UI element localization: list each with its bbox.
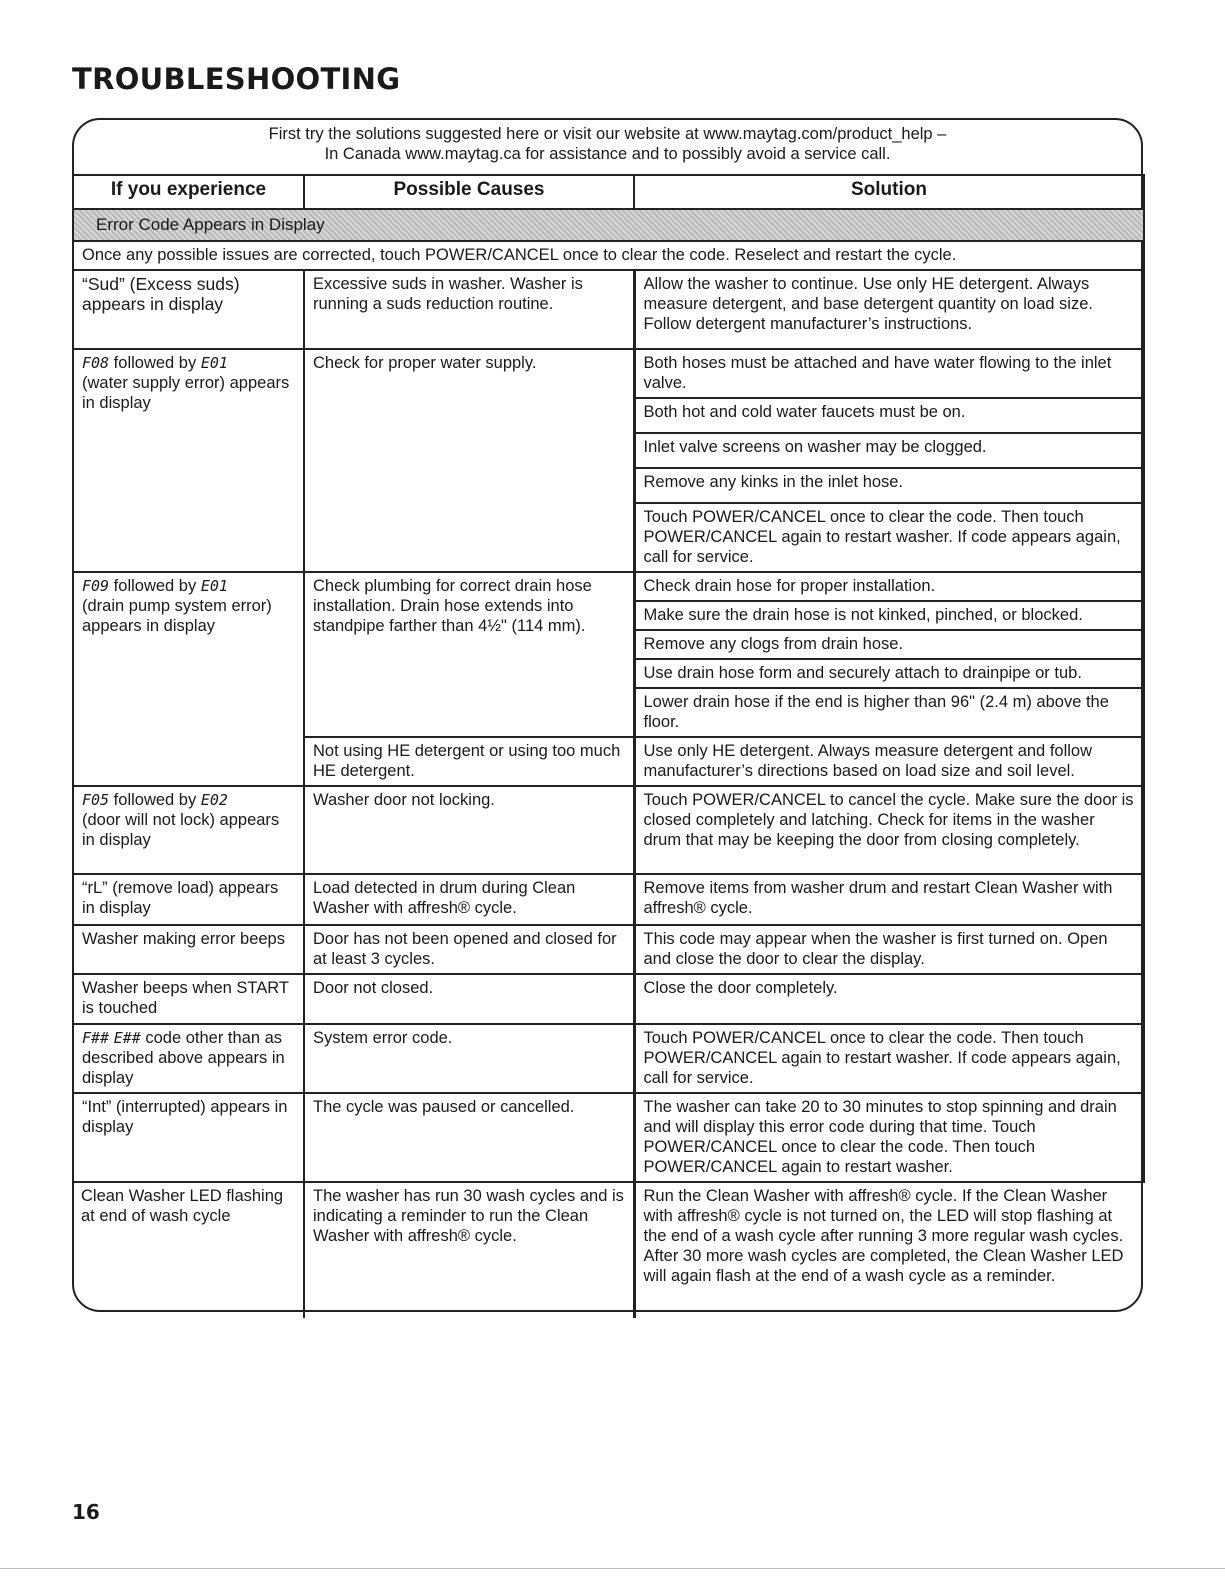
solution-cell: Remove any clogs from drain hose. <box>634 630 1144 659</box>
table-row <box>73 874 1144 925</box>
solution-cell: Both hoses must be attached and have water flowing to the inlet valve. <box>634 349 1144 398</box>
solution-cell: Remove any kinks in the inlet hose. <box>634 468 1144 503</box>
solution-cell: Lower drain hose if the end is higher than 96" (2.4 m) above the floor. <box>634 688 1144 737</box>
section-header-row <box>73 209 1144 241</box>
solution-cell: Run the Clean Washer with affresh® cycle. If the Clean Washer with affresh® cycle is not turned on, the LED will stop flashing at the end of a wash cycle after running 3 more regular wash cycles. After 30 more wash cycles are completed, the Clean Washer LED will again flash at the end of a wash cycle as a reminder. <box>634 1182 1144 1318</box>
solution-cell: Use drain hose form and securely attach to drainpipe or tub. <box>634 659 1144 688</box>
solution-cell: Touch POWER/CANCEL once to clear the code. Then touch POWER/CANCEL again to restart washer. If code appears again, call for service. <box>634 503 1144 572</box>
page-number: 16 <box>72 1500 100 1524</box>
cause-cell: Excessive suds in washer. Washer is running a suds reduction routine. <box>304 270 634 349</box>
cause-cell: The washer has run 30 wash cycles and is indicating a reminder to run the Clean Washer with affresh® cycle. <box>304 1182 634 1318</box>
table-header-row <box>73 175 1144 209</box>
cause-cell: Check for proper water supply. <box>304 349 634 572</box>
experience-cell <box>73 572 304 786</box>
error-code: F05 <box>82 791 110 809</box>
troubleshooting-table <box>72 174 1145 1318</box>
cause-cell: Washer door not locking. <box>304 786 634 874</box>
table-row <box>73 270 1144 349</box>
section-title: Error Code Appears in Display <box>73 209 1144 241</box>
solution-cell: Touch POWER/CANCEL once to clear the code. Then touch POWER/CANCEL again to restart washer. If code appears again, call for service. <box>634 1024 1144 1093</box>
error-code: E01 <box>200 354 228 372</box>
cause-cell: Door has not been opened and closed for at least 3 cycles. <box>304 925 634 974</box>
error-code: F09 <box>82 577 110 595</box>
experience-text: (door will not lock) appears in display <box>82 811 280 849</box>
table-row <box>73 1093 1144 1182</box>
intro-text <box>74 124 1141 164</box>
experience-text: code other than as described above appears in display <box>82 1029 285 1087</box>
experience-cell: “rL” (remove load) appears in display <box>73 874 304 925</box>
intro-line-2: In Canada www.maytag.ca for assistance and to possibly avoid a service call. <box>324 145 891 163</box>
experience-cell: “Int” (interrupted) appears in display <box>73 1093 304 1182</box>
solution-cell: Both hot and cold water faucets must be on. <box>634 398 1144 433</box>
cause-cell: Door not closed. <box>304 974 634 1024</box>
experience-cell: “Sud” (Excess suds) appears in display <box>73 270 304 349</box>
experience-cell <box>73 349 304 572</box>
error-code: F## <box>82 1029 110 1047</box>
followed-by-text: followed by <box>109 791 201 809</box>
section-note: Once any possible issues are corrected, touch POWER/CANCEL once to clear the code. Reselect and restart the cycle. <box>73 241 1144 270</box>
solution-cell: Make sure the drain hose is not kinked, pinched, or blocked. <box>634 601 1144 630</box>
table-row <box>73 1182 1144 1318</box>
table-row <box>73 786 1144 874</box>
table-row <box>73 349 1144 398</box>
solution-cell: Touch POWER/CANCEL to cancel the cycle. Make sure the door is closed completely and latching. Check for items in the washer drum that may be keeping the door from closing completely. <box>634 786 1144 874</box>
error-code: E## <box>113 1029 141 1047</box>
solution-cell: Inlet valve screens on washer may be clogged. <box>634 433 1144 468</box>
solution-cell: This code may appear when the washer is first turned on. Open and close the door to clear the display. <box>634 925 1144 974</box>
cause-cell: Not using HE detergent or using too much HE detergent. <box>304 737 634 786</box>
followed-by-text: followed by <box>109 577 201 595</box>
header-causes: Possible Causes <box>304 175 634 209</box>
cause-cell: System error code. <box>304 1024 634 1093</box>
page-title: TROUBLESHOOTING <box>72 62 401 96</box>
experience-cell: Washer beeps when START is touched <box>73 974 304 1024</box>
experience-text: (water supply error) appears in display <box>82 374 290 412</box>
intro-line-1: First try the solutions suggested here or visit our website at www.maytag.com/product_help – <box>268 125 947 143</box>
solution-cell: Use only HE detergent. Always measure detergent and follow manufacturer’s directions based on load size and soil level. <box>634 737 1144 786</box>
experience-cell <box>73 1024 304 1093</box>
error-code: F08 <box>82 354 110 372</box>
experience-cell <box>73 786 304 874</box>
table-row <box>73 572 1144 601</box>
experience-text: (drain pump system error) appears in display <box>82 597 272 635</box>
solution-cell: Allow the washer to continue. Use only HE detergent. Always measure detergent, and base detergent quantity on load size. Follow detergent manufacturer’s instructions. <box>634 270 1144 349</box>
error-code: E01 <box>200 577 228 595</box>
solution-cell: Remove items from washer drum and restart Clean Washer with affresh® cycle. <box>634 874 1144 925</box>
cause-cell: Load detected in drum during Clean Washer with affresh® cycle. <box>304 874 634 925</box>
table-row <box>73 974 1144 1024</box>
error-code: E02 <box>200 791 228 809</box>
solution-cell: The washer can take 20 to 30 minutes to stop spinning and drain and will display this error code during that time. Touch POWER/CANCEL once to clear the code. Then touch POWER/CANCEL again to restart washer. <box>634 1093 1144 1182</box>
experience-cell: Washer making error beeps <box>73 925 304 974</box>
cause-cell: The cycle was paused or cancelled. <box>304 1093 634 1182</box>
header-experience: If you experience <box>73 175 304 209</box>
experience-cell: Clean Washer LED flashing at end of wash cycle <box>73 1182 304 1318</box>
note-row <box>73 241 1144 270</box>
table-row <box>73 1024 1144 1093</box>
solution-cell: Check drain hose for proper installation. <box>634 572 1144 601</box>
header-solution: Solution <box>634 175 1144 209</box>
followed-by-text: followed by <box>109 354 201 372</box>
bottom-rule <box>0 1568 1225 1569</box>
solution-cell: Close the door completely. <box>634 974 1144 1024</box>
table-row <box>73 925 1144 974</box>
cause-cell: Check plumbing for correct drain hose installation. Drain hose extends into standpipe farther than 4½" (114 mm). <box>304 572 634 737</box>
